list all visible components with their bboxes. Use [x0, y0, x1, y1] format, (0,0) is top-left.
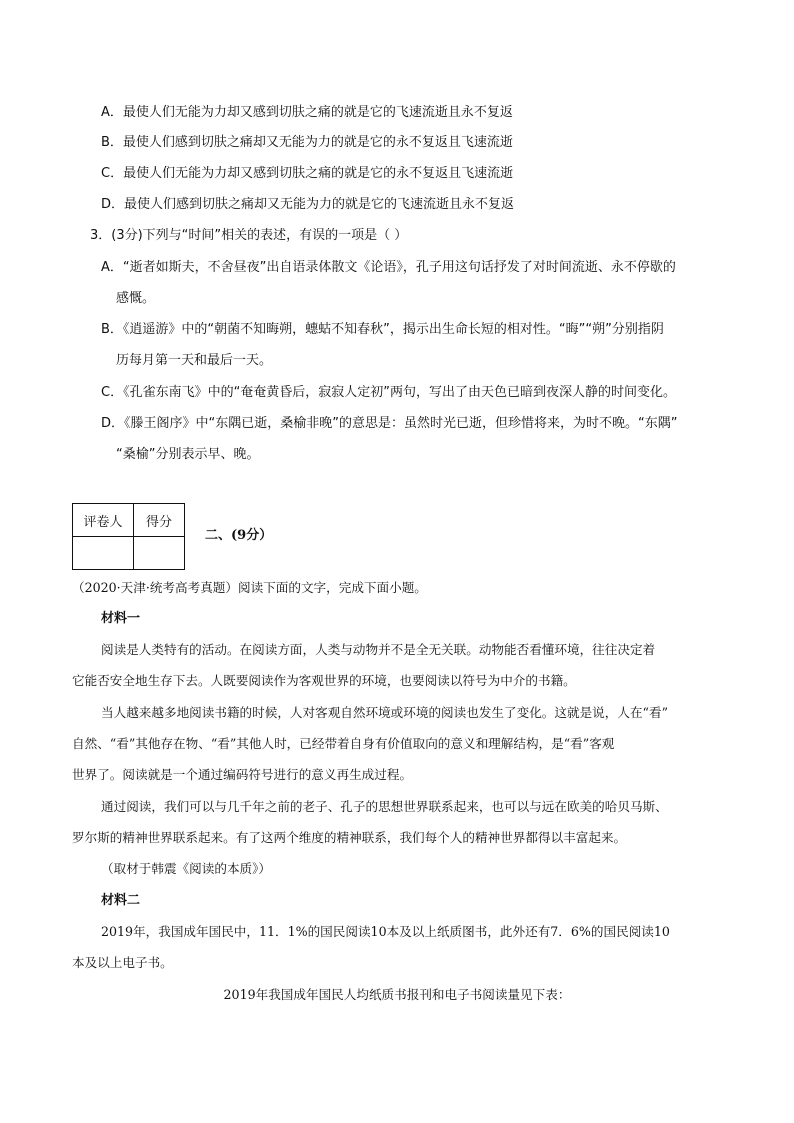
material1-p2-line3: 世界了。阅读就是一个通过编码符号进行的意义再生成过程。 [72, 767, 413, 782]
q2-option-d: D．最使人们感到切肤之痛却又无能为力的就是它的飞速流逝且永不复返 [101, 197, 515, 212]
score-cell [134, 537, 185, 570]
q3-option-b-line2: 历每月第一天和最后一天。 [116, 353, 273, 368]
material1-p1-line2: 它能否安全地生存下去。人既要阅读作为客观世界的环境，也要阅读以符号为中介的书籍。 [72, 673, 576, 688]
grader-cell [73, 537, 134, 570]
score-table [72, 503, 185, 570]
score-label: 得分 [134, 504, 185, 537]
table-caption: 2019年我国成年国民人均纸质书报刊和电子书阅读量见下表： [223, 987, 571, 1002]
material1-p2-line2: 自然、“看”其他存在物、“看”其他人时，已经带着自身有价值取向的意义和理解结构，是“看”客观 [72, 736, 615, 751]
material1-p1-line1: 阅读是人类特有的活动。在阅读方面，人类与动物并不是全无关联。动物能否看懂环境，往往决定着 [101, 642, 656, 657]
q3-option-a-line1: A．“逝者如斯夫，不舍昼夜”出自语录体散文《论语》，孔子用这句话抒发了对时间流逝、永不停歇的 [101, 260, 676, 275]
material1-title: 材料一 [101, 611, 141, 626]
source-note: （2020·天津·统考高考真题）阅读下面的文字，完成下面小题。 [72, 580, 427, 595]
grader-label: 评卷人 [73, 504, 134, 537]
material1-p2-line1: 当人越来越多地阅读书籍的时候，人对客观自然环境或环境的阅读也发生了变化。这就是说，人在“看” [101, 705, 669, 720]
q2-option-c: C．最使人们无能为力却又感到切肤之痛的就是它的永不复返且飞速流逝 [101, 166, 514, 181]
q3-stem: 3．(3分)下列与“时间”相关的表述，有误的一项是（ ） [90, 228, 408, 243]
q3-option-c: C．《孔雀东南飞》中的“奄奄黄昏后，寂寂人定初”两句，写出了由天色已暗到夜深人静的时间变化。 [101, 385, 677, 400]
material1-p3-line1: 通过阅读，我们可以与几千年之前的老子、孔子的思想世界联系起来，也可以与远在欧美的哈贝马斯、 [101, 799, 668, 814]
material2-title: 材料二 [101, 893, 141, 908]
material2-p1-line2: 本及以上电子书。 [72, 955, 173, 970]
material1-source: （取材于韩震《阅读的本质》） [101, 861, 272, 876]
material2-p1-line1: 2019年，我国成年国民中，11．1%的国民阅读10本及以上纸质图书，此外还有7．6%的国民阅读10 [101, 924, 670, 939]
q2-option-a: A．最使人们无能为力却又感到切肤之痛的就是它的飞速流逝且永不复返 [101, 105, 513, 120]
q3-option-d-line1: D．《滕王阁序》中“东隅已逝，桑榆非晚”的意思是：虽然时光已逝，但珍惜将来，为时不晚。“东隅” [101, 416, 678, 431]
q2-option-b: B．最使人们感到切肤之痛却又无能为力的就是它的永不复返且飞速流逝 [101, 135, 513, 150]
q3-option-d-line2: “桑榆”分别表示早、晚。 [116, 447, 260, 462]
material1-p3-line2: 罗尔斯的精神世界联系起来。有了这两个维度的精神联系，我们每个人的精神世界都得以丰富起来。 [72, 830, 627, 845]
q3-option-a-line2: 感慨。 [116, 291, 156, 306]
q3-option-b-line1: B．《逍遥游》中的“朝菌不知晦朔，蟪蛄不知春秋”，揭示出生命长短的相对性。“晦”“朔”分别指阴 [101, 322, 664, 337]
section-title: 二、(9分） [205, 528, 273, 543]
